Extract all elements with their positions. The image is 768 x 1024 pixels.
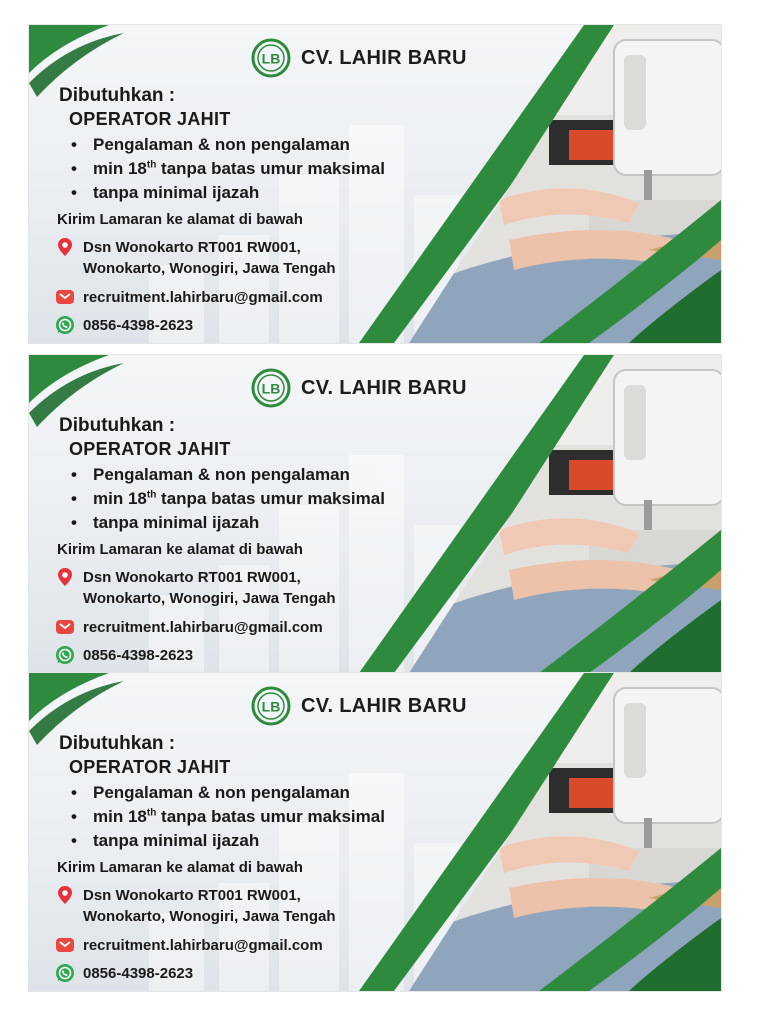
- company-logo: [251, 38, 291, 78]
- whatsapp-icon: [55, 315, 75, 335]
- whatsapp-icon: [55, 963, 75, 983]
- job-flyer: [28, 672, 722, 992]
- address-row: [55, 237, 336, 279]
- job-position: OPERATOR JAHIT: [69, 109, 231, 129]
- requirement-text: min 18: [93, 807, 147, 826]
- email-row: [55, 617, 323, 638]
- company-logo: [251, 686, 291, 726]
- requirement-item: • tanpa minimal ijazah: [71, 181, 385, 205]
- address-line-1: Dsn Wonokarto RT001 RW001,: [83, 887, 301, 904]
- requirement-item: [71, 157, 385, 181]
- phone-row: [55, 315, 193, 336]
- requirement-text: tanpa batas umur maksimal: [156, 159, 385, 178]
- company-logo: [251, 368, 291, 408]
- requirement-item: • tanpa minimal ijazah: [71, 829, 385, 853]
- requirement-item: • Pengalaman & non pengalaman: [71, 133, 385, 157]
- requirement-text: min 18: [93, 489, 147, 508]
- requirement-superscript: th: [146, 159, 157, 171]
- logo-text: LB: [261, 50, 281, 67]
- requirement-item: • Pengalaman & non pengalaman: [71, 463, 385, 487]
- phone-row: [55, 963, 193, 984]
- address-row: [55, 567, 336, 609]
- location-pin-icon: [55, 237, 75, 257]
- job-flyer: [28, 354, 722, 674]
- company-name: CV. LAHIR BARU: [301, 376, 467, 399]
- hiring-heading: Dibutuhkan :: [59, 85, 176, 106]
- job-position: OPERATOR JAHIT: [69, 439, 231, 459]
- whatsapp-icon: [55, 645, 75, 665]
- requirement-superscript: th: [146, 807, 157, 819]
- phone-row: [55, 645, 193, 666]
- requirement-item: • tanpa minimal ijazah: [71, 511, 385, 535]
- requirement-item: [71, 487, 385, 511]
- email-address[interactable]: recruitment.lahirbaru@gmail.com: [83, 937, 323, 954]
- phone-number[interactable]: 0856-4398-2623: [83, 965, 194, 982]
- phone-number[interactable]: 0856-4398-2623: [83, 317, 194, 334]
- hiring-heading: Dibutuhkan :: [59, 733, 176, 754]
- logo-text: LB: [261, 698, 281, 715]
- requirements-list: [71, 781, 385, 853]
- email-address[interactable]: recruitment.lahirbaru@gmail.com: [83, 619, 323, 636]
- send-application-note: Kirim Lamaran ke alamat di bawah: [57, 211, 303, 228]
- requirements-list: [71, 463, 385, 535]
- company-brand: [251, 685, 467, 727]
- send-application-note: Kirim Lamaran ke alamat di bawah: [57, 541, 303, 558]
- location-pin-icon: [55, 567, 75, 587]
- requirement-superscript: th: [146, 489, 157, 501]
- address-line-2: Wonokarto, Wonogiri, Jawa Tengah: [83, 590, 336, 607]
- requirement-text: min 18: [93, 159, 147, 178]
- company-name: CV. LAHIR BARU: [301, 46, 467, 69]
- requirement-text: tanpa batas umur maksimal: [156, 489, 385, 508]
- email-row: [55, 935, 323, 956]
- job-position: OPERATOR JAHIT: [69, 757, 231, 777]
- mail-icon: [55, 287, 75, 307]
- address-row: [55, 885, 336, 927]
- email-address[interactable]: recruitment.lahirbaru@gmail.com: [83, 289, 323, 306]
- address-line-2: Wonokarto, Wonogiri, Jawa Tengah: [83, 908, 336, 925]
- logo-text: LB: [261, 380, 281, 397]
- mail-icon: [55, 617, 75, 637]
- requirement-item: [71, 805, 385, 829]
- address-line-1: Dsn Wonokarto RT001 RW001,: [83, 239, 301, 256]
- email-row: [55, 287, 323, 308]
- company-name: CV. LAHIR BARU: [301, 694, 467, 717]
- address-line-2: Wonokarto, Wonogiri, Jawa Tengah: [83, 260, 336, 277]
- requirement-text: tanpa batas umur maksimal: [156, 807, 385, 826]
- requirement-item: • Pengalaman & non pengalaman: [71, 781, 385, 805]
- mail-icon: [55, 935, 75, 955]
- requirements-list: [71, 133, 385, 205]
- send-application-note: Kirim Lamaran ke alamat di bawah: [57, 859, 303, 876]
- phone-number[interactable]: 0856-4398-2623: [83, 647, 194, 664]
- job-flyer: [28, 24, 722, 344]
- hiring-heading: Dibutuhkan :: [59, 415, 176, 436]
- company-brand: [251, 37, 467, 79]
- company-brand: [251, 367, 467, 409]
- address-line-1: Dsn Wonokarto RT001 RW001,: [83, 569, 301, 586]
- location-pin-icon: [55, 885, 75, 905]
